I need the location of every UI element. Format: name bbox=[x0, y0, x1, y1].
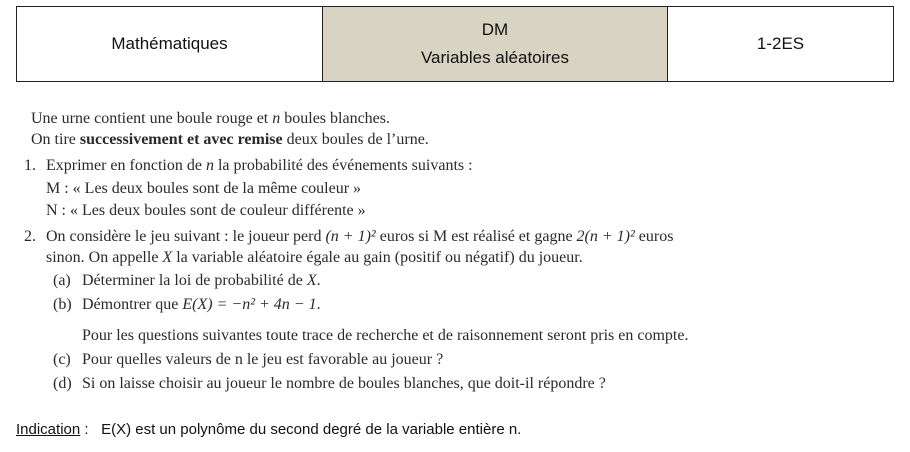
intro-line-1: Une urne contient une boule rouge et n boules blanches. bbox=[31, 110, 390, 127]
indication-line bbox=[16, 421, 521, 438]
subquestion-b-text: Démontrer que E(X) = −n² + 4n − 1. bbox=[82, 296, 321, 313]
event-n: N : « Les deux boules sont de couleur différente » bbox=[46, 202, 366, 219]
question-2-line-2: sinon. On appelle X la variable aléatoire égale au gain (positif ou négatif) du joueur. bbox=[46, 249, 583, 266]
header-topic-cell bbox=[323, 7, 668, 81]
indication-separator: : bbox=[80, 421, 89, 438]
subquestion-a-text: Déterminer la loi de probabilité de X. bbox=[82, 272, 321, 289]
intro-line-2: On tire successivement et avec remise deux boules de l’urne. bbox=[31, 131, 429, 148]
question-1-number: 1. bbox=[24, 157, 36, 174]
assessment-note: Pour les questions suivantes toute trace de recherche et de raisonnement seront pris en compte. bbox=[82, 327, 689, 344]
subquestion-d-label: (d) bbox=[53, 375, 72, 392]
subquestion-c-text: Pour quelles valeurs de n le jeu est favorable au joueur ? bbox=[82, 351, 444, 368]
indication-label: Indication bbox=[16, 421, 81, 438]
subject-title: Mathématiques bbox=[111, 34, 228, 53]
subquestion-a-label: (a) bbox=[53, 272, 71, 289]
subquestion-c-label: (c) bbox=[53, 351, 71, 368]
assignment-type: DM bbox=[481, 20, 509, 39]
question-2-line-1: On considère le jeu suivant : le joueur perd (n + 1)² euros si M est réalisé et gagne 2(n + 1)² euros bbox=[46, 228, 674, 245]
class-name: 1-2ES bbox=[756, 34, 805, 53]
indication-text: E(X) est un polynôme du second degré de la variable entière n. bbox=[101, 421, 522, 438]
event-m: M : « Les deux boules sont de la même couleur » bbox=[46, 180, 362, 197]
header-table bbox=[16, 6, 894, 82]
subquestion-d-text: Si on laisse choisir au joueur le nombre de boules blanches, que doit-il répondre ? bbox=[82, 375, 606, 392]
header-subject-cell bbox=[17, 7, 323, 81]
header-class-cell bbox=[668, 7, 893, 81]
subquestion-b-label: (b) bbox=[53, 296, 72, 313]
question-2-number: 2. bbox=[24, 228, 36, 245]
assignment-topic: Variables aléatoires bbox=[420, 48, 570, 67]
question-1-text: Exprimer en fonction de n la probabilité des événements suivants : bbox=[46, 157, 473, 174]
